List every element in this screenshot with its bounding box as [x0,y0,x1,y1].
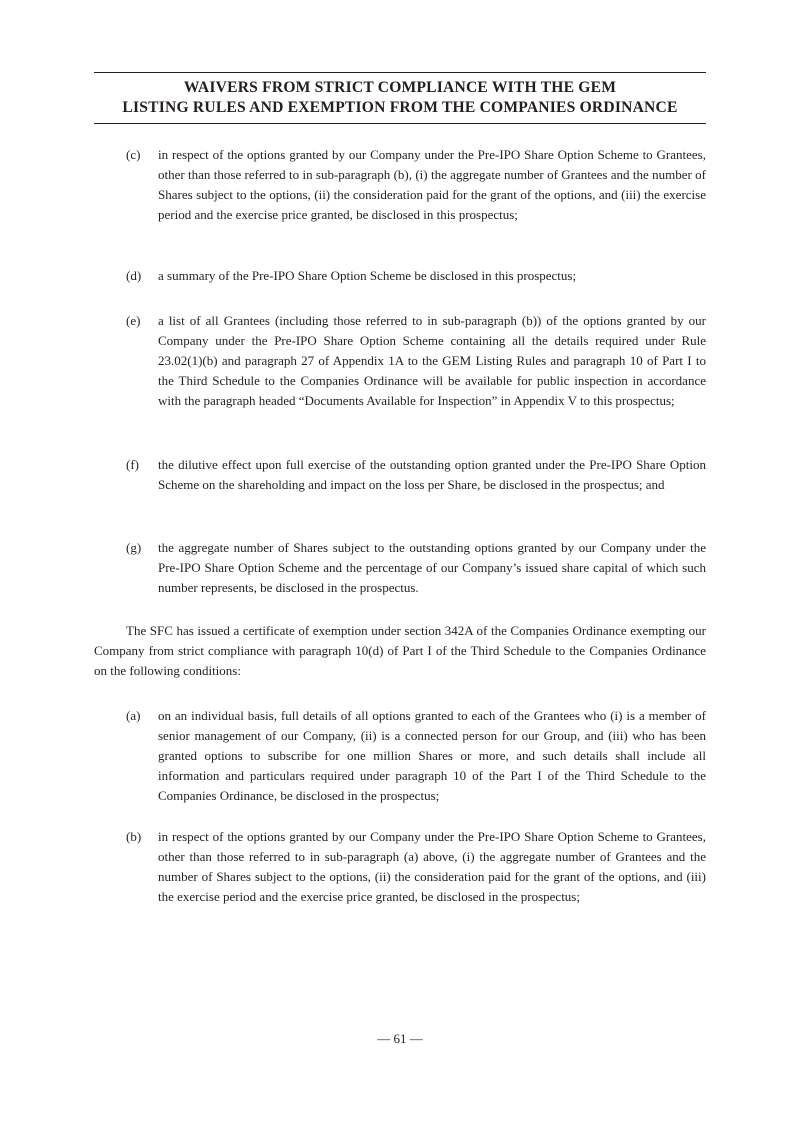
list-item-text: the aggregate number of Shares subject to the outstanding options granted by our Company under the Pre-IPO Share Option Scheme and the percentage of our Company’s issued share capital of which such number represents, be disclosed in the prospectus. [158,540,706,596]
list-item-b [94,827,706,907]
list-item-a [94,706,706,806]
list-item-f [94,455,706,495]
list-item-label: (b) [126,829,142,844]
list-item-c [94,145,706,225]
list-item-label: (a) [126,708,141,723]
list-item-label: (c) [126,147,141,162]
list-item-text: a list of all Grantees (including those referred to in sub-paragraph (b)) of the options granted by our Company under the Pre-IPO Share Option Scheme containing all the details required under Rule 23.02(1)(b) and paragraph 27 of Appendix 1A to the GEM Listing Rules and paragraph 10 of Part I to the Third Schedule to the Companies Ordinance will be available for public inspection in accordance with the paragraph headed “Documents Available for Inspection” in Appendix V to this prospectus; [158,313,706,409]
header-line-2: LISTING RULES AND EXEMPTION FROM THE COMPANIES ORDINANCE [122,99,678,116]
list-item-text: in respect of the options granted by our Company under the Pre-IPO Share Option Scheme to Grantees, other than those referred to in sub-paragraph (b), (i) the aggregate number of Grantees and the number of Shares subject to the options, (ii) the consideration paid for the grant of the options, and (iii) the exercise period and the exercise price granted, be disclosed in this prospectus; [158,147,706,223]
list-item-label: (d) [126,268,142,283]
list-item-g [94,538,706,598]
list-item-text: in respect of the options granted by our Company under the Pre-IPO Share Option Scheme to Grantees, other than those referred to in sub-paragraph (a) above, (i) the aggregate number of Grantees and the number of Shares subject to the options, (ii) the consideration paid for the grant of the options, and (iii) the exercise period and the exercise price granted, be disclosed in the prospectus; [158,829,706,905]
list-item-text: the dilutive effect upon full exercise of the outstanding option granted under the Pre-IPO Share Option Scheme on the shareholding and impact on the loss per Share, be disclosed in the prospectus; and [158,457,706,493]
list-item-label: (g) [126,540,142,555]
header-bottom-rule [94,123,706,124]
header-top-rule [94,72,706,73]
list-item-label: (e) [126,313,141,328]
list-item-text: on an individual basis, full details of all options granted to each of the Grantees who (i) is a member of senior management of our Company, (ii) is a connected person for our Group, and (iii) who has been granted options to subscribe for one million Shares or more, and such details shall include all information and particulars required under paragraph 10 of the Part I of the Third Schedule to the Companies Ordinance, be disclosed in the prospectus; [158,708,706,804]
list-item-e [94,311,706,411]
list-item-label: (f) [126,457,139,472]
list-item-d [94,266,706,286]
list-item-text: a summary of the Pre-IPO Share Option Scheme be disclosed in this prospectus; [158,268,577,283]
header-line-1: WAIVERS FROM STRICT COMPLIANCE WITH THE GEM [183,79,617,96]
page-number: — 61 — [377,1031,423,1046]
page-header [94,78,706,118]
body-paragraph: The SFC has issued a certificate of exemption under section 342A of the Companies Ordinance exempting our Company from strict compliance with paragraph 10(d) of Part I of the Third Schedule to the Companies Ordinance on the following conditions: [94,623,706,679]
